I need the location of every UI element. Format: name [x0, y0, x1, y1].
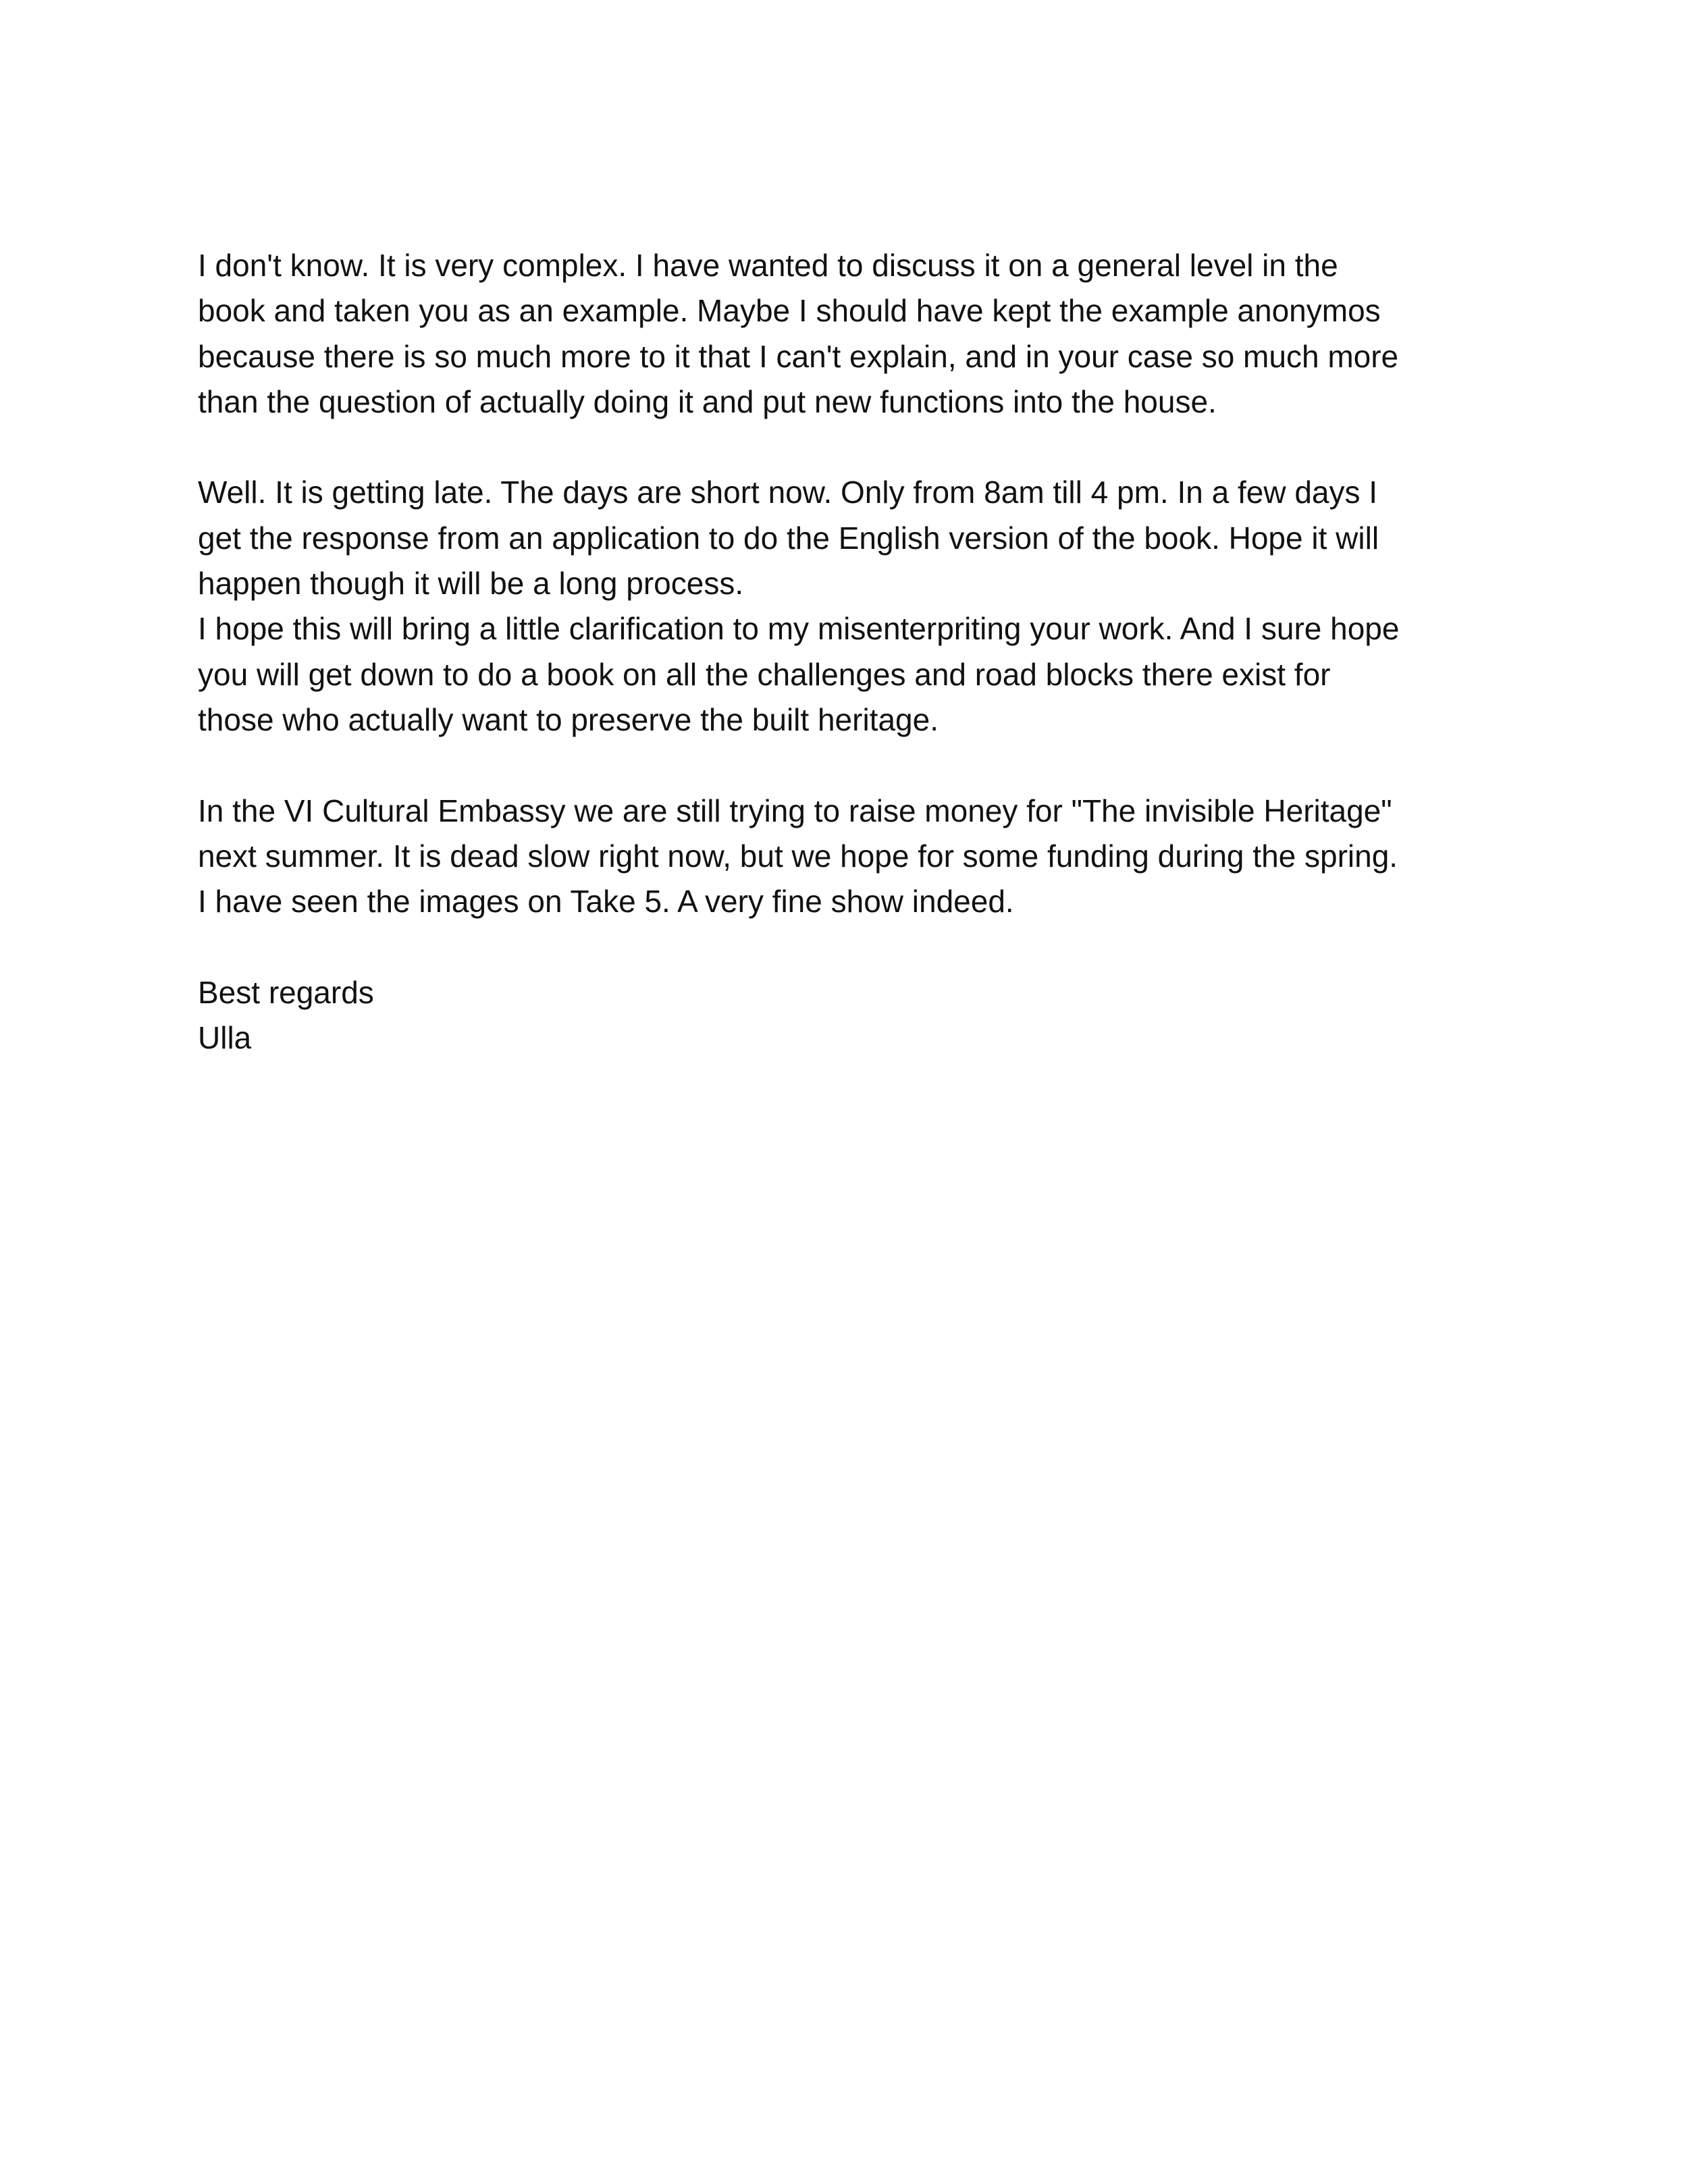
text-line: than the question of actually doing it and put new functions into the house.	[198, 383, 1217, 419]
text-line: get the response from an application to do the English version of the book. Hope it will	[198, 520, 1379, 556]
text-line: happen though it will be a long process.	[198, 566, 744, 602]
paragraph-spacer	[198, 743, 1521, 788]
text-line: because there is so much more to it that I can't explain, and in your case so much more	[198, 338, 1399, 374]
text-line: I don't know. It is very complex. I have wanted to discuss it on a general level in the	[198, 248, 1338, 283]
text-line: you will get down to do a book on all the challenges and road blocks there exist for	[198, 656, 1331, 692]
text-line: I hope this will bring a little clarification to my misenterpriting your work. And I sure hope	[198, 611, 1400, 647]
text-line: book and taken you as an example. Maybe I should have kept the example anonymos	[198, 293, 1381, 329]
closing-line: Best regards	[198, 974, 374, 1010]
paragraph-spacer	[198, 425, 1521, 470]
text-line: next summer. It is dead slow right now, but we hope for some funding during the spring.	[198, 838, 1398, 874]
paragraph-1	[198, 243, 1521, 425]
letter-body	[198, 243, 1521, 1061]
text-line: I have seen the images on Take 5. A very fine show indeed.	[198, 884, 1014, 920]
text-line: Well. It is getting late. The days are short now. Only from 8am till 4 pm. In a few days I	[198, 475, 1378, 510]
paragraph-spacer	[198, 924, 1521, 969]
text-line: those who actually want to preserve the built heritage.	[198, 701, 939, 737]
text-line: In the VI Cultural Embassy we are still trying to raise money for "The invisible Heritage"	[198, 793, 1392, 828]
paragraph-2	[198, 470, 1521, 743]
paragraph-3	[198, 789, 1521, 925]
signature: Ulla	[198, 1020, 252, 1056]
